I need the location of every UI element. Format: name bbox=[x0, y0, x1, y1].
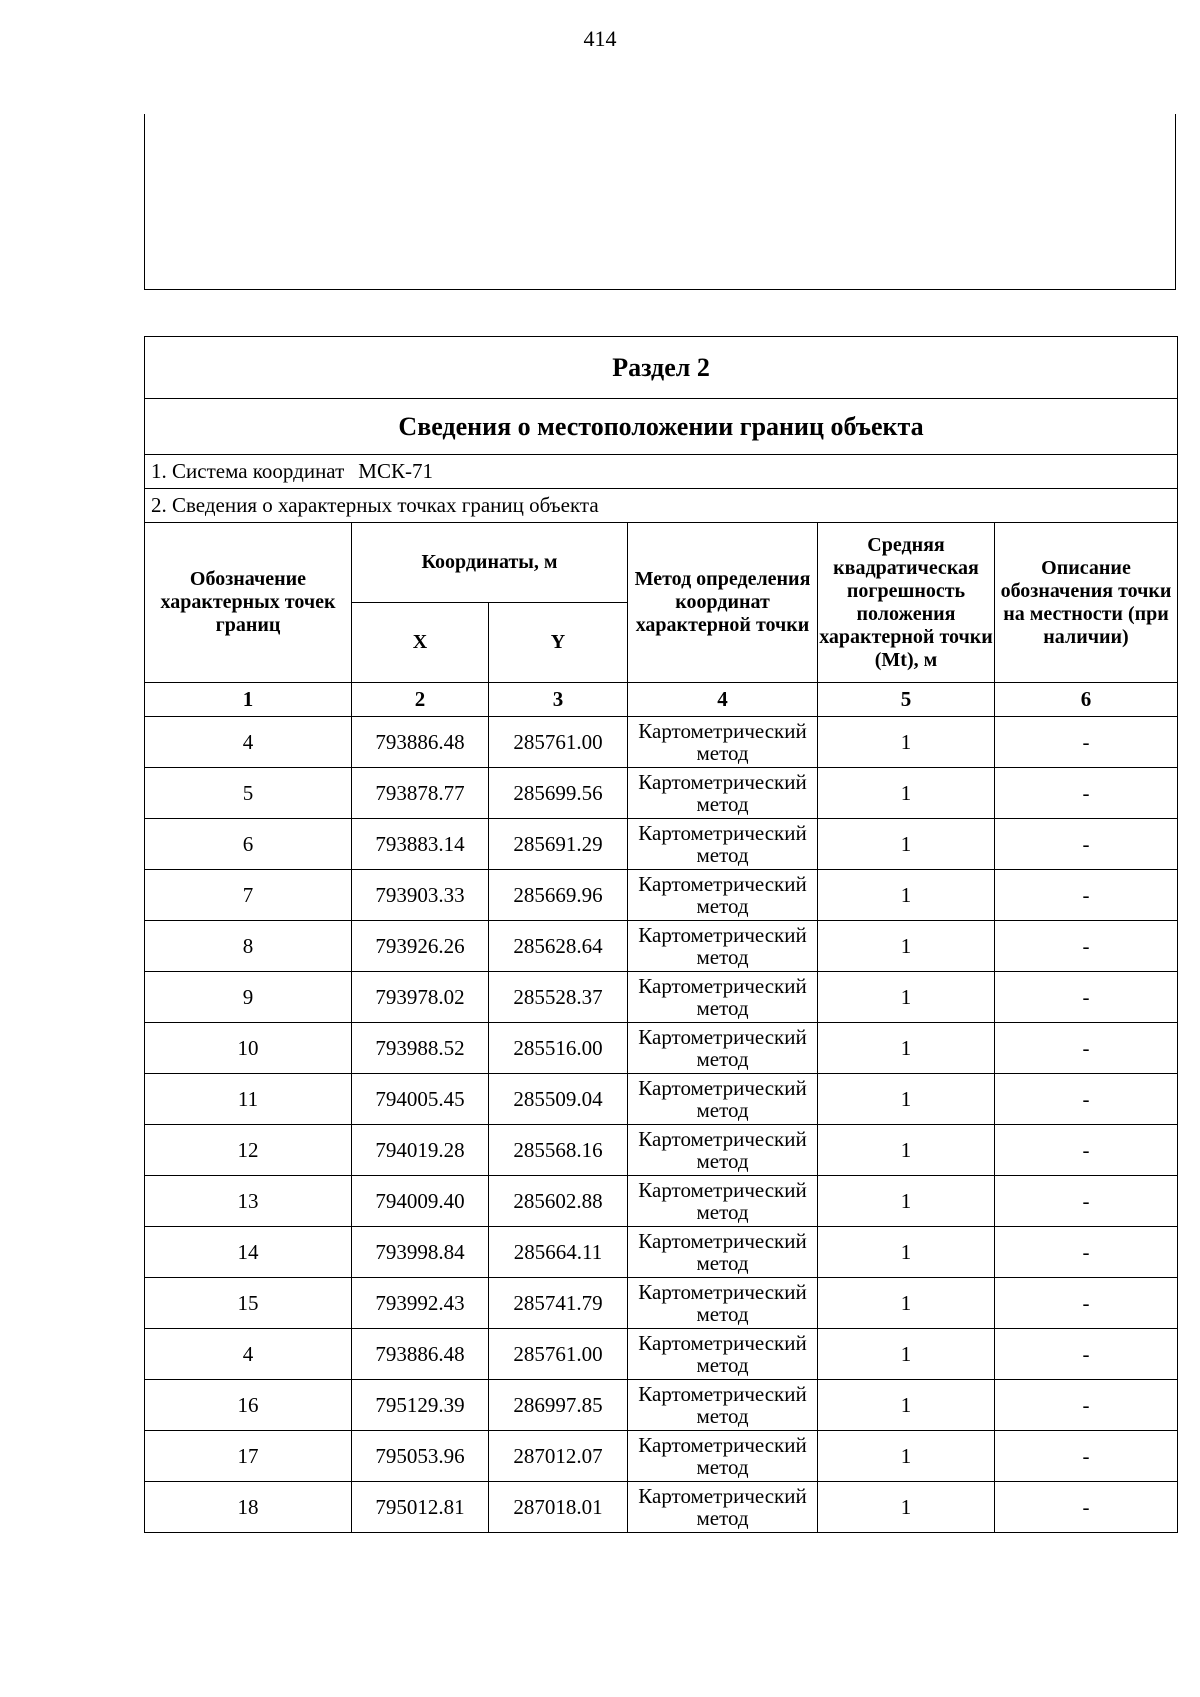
mt-cell: 1 bbox=[818, 1431, 995, 1482]
y-cell: 285669.96 bbox=[489, 870, 628, 921]
header-y: Y bbox=[489, 603, 628, 683]
table-row bbox=[145, 972, 1178, 1023]
mt-cell: 1 bbox=[818, 870, 995, 921]
column-numbers-row bbox=[145, 683, 1178, 717]
point-id-cell: 17 bbox=[145, 1431, 352, 1482]
column-number: 6 bbox=[995, 683, 1178, 717]
description-cell: - bbox=[995, 870, 1178, 921]
header-designation: Обозначение характерных точек границ bbox=[145, 523, 352, 683]
description-cell: - bbox=[995, 1329, 1178, 1380]
x-cell: 795012.81 bbox=[352, 1482, 489, 1533]
description-cell: - bbox=[995, 819, 1178, 870]
mt-cell: 1 bbox=[818, 1329, 995, 1380]
y-cell: 285761.00 bbox=[489, 1329, 628, 1380]
column-number: 3 bbox=[489, 683, 628, 717]
description-cell: - bbox=[995, 1023, 1178, 1074]
mt-cell: 1 bbox=[818, 1380, 995, 1431]
description-cell: - bbox=[995, 1278, 1178, 1329]
table-row bbox=[145, 1329, 1178, 1380]
table-row bbox=[145, 1125, 1178, 1176]
point-id-cell: 11 bbox=[145, 1074, 352, 1125]
description-cell: - bbox=[995, 1482, 1178, 1533]
x-cell: 795129.39 bbox=[352, 1380, 489, 1431]
x-cell: 795053.96 bbox=[352, 1431, 489, 1482]
y-cell: 287012.07 bbox=[489, 1431, 628, 1482]
x-cell: 793992.43 bbox=[352, 1278, 489, 1329]
method-cell: Картометрический метод bbox=[628, 1380, 818, 1431]
table-row bbox=[145, 1482, 1178, 1533]
method-cell: Картометрический метод bbox=[628, 972, 818, 1023]
y-cell: 285699.56 bbox=[489, 768, 628, 819]
description-cell: - bbox=[995, 1380, 1178, 1431]
point-id-cell: 7 bbox=[145, 870, 352, 921]
mt-cell: 1 bbox=[818, 921, 995, 972]
method-cell: Картометрический метод bbox=[628, 1176, 818, 1227]
x-cell: 793988.52 bbox=[352, 1023, 489, 1074]
table-row bbox=[145, 1278, 1178, 1329]
description-cell: - bbox=[995, 1125, 1178, 1176]
column-number: 5 bbox=[818, 683, 995, 717]
column-number: 4 bbox=[628, 683, 818, 717]
point-id-cell: 4 bbox=[145, 717, 352, 768]
x-cell: 793883.14 bbox=[352, 819, 489, 870]
table-row bbox=[145, 1431, 1178, 1482]
method-cell: Картометрический метод bbox=[628, 1227, 818, 1278]
x-cell: 793998.84 bbox=[352, 1227, 489, 1278]
y-cell: 285528.37 bbox=[489, 972, 628, 1023]
description-cell: - bbox=[995, 1176, 1178, 1227]
x-cell: 793903.33 bbox=[352, 870, 489, 921]
x-cell: 794005.45 bbox=[352, 1074, 489, 1125]
point-id-cell: 6 bbox=[145, 819, 352, 870]
method-cell: Картометрический метод bbox=[628, 870, 818, 921]
x-cell: 794019.28 bbox=[352, 1125, 489, 1176]
table-row bbox=[145, 1176, 1178, 1227]
method-cell: Картометрический метод bbox=[628, 819, 818, 870]
mt-cell: 1 bbox=[818, 1176, 995, 1227]
description-cell: - bbox=[995, 1431, 1178, 1482]
description-cell: - bbox=[995, 717, 1178, 768]
method-cell: Картометрический метод bbox=[628, 921, 818, 972]
table-row bbox=[145, 1380, 1178, 1431]
method-cell: Картометрический метод bbox=[628, 1023, 818, 1074]
y-cell: 285602.88 bbox=[489, 1176, 628, 1227]
mt-cell: 1 bbox=[818, 1023, 995, 1074]
method-cell: Картометрический метод bbox=[628, 1278, 818, 1329]
table-row bbox=[145, 1227, 1178, 1278]
y-cell: 285741.79 bbox=[489, 1278, 628, 1329]
y-cell: 285509.04 bbox=[489, 1074, 628, 1125]
mt-cell: 1 bbox=[818, 717, 995, 768]
mt-cell: 1 bbox=[818, 768, 995, 819]
y-cell: 286997.85 bbox=[489, 1380, 628, 1431]
mt-cell: 1 bbox=[818, 1227, 995, 1278]
point-id-cell: 10 bbox=[145, 1023, 352, 1074]
table-row bbox=[145, 1074, 1178, 1125]
point-id-cell: 16 bbox=[145, 1380, 352, 1431]
column-number: 1 bbox=[145, 683, 352, 717]
method-cell: Картометрический метод bbox=[628, 1431, 818, 1482]
y-cell: 285761.00 bbox=[489, 717, 628, 768]
description-cell: - bbox=[995, 972, 1178, 1023]
x-cell: 793978.02 bbox=[352, 972, 489, 1023]
y-cell: 285628.64 bbox=[489, 921, 628, 972]
header-coordinates: Координаты, м bbox=[352, 523, 628, 603]
x-cell: 793886.48 bbox=[352, 1329, 489, 1380]
header-error: Средняя квадратическая погрешность положения характерной точки (Mt), м bbox=[818, 523, 995, 683]
description-cell: - bbox=[995, 768, 1178, 819]
method-cell: Картометрический метод bbox=[628, 1125, 818, 1176]
method-cell: Картометрический метод bbox=[628, 1482, 818, 1533]
coord-system-label: 1. Система координат bbox=[151, 459, 345, 483]
point-id-cell: 4 bbox=[145, 1329, 352, 1380]
table-row bbox=[145, 819, 1178, 870]
mt-cell: 1 bbox=[818, 972, 995, 1023]
y-cell: 285516.00 bbox=[489, 1023, 628, 1074]
point-id-cell: 8 bbox=[145, 921, 352, 972]
y-cell: 285691.29 bbox=[489, 819, 628, 870]
section-subtitle: Сведения о местоположении границ объекта bbox=[145, 399, 1178, 455]
y-cell: 287018.01 bbox=[489, 1482, 628, 1533]
x-cell: 793886.48 bbox=[352, 717, 489, 768]
method-cell: Картометрический метод bbox=[628, 717, 818, 768]
mt-cell: 1 bbox=[818, 1125, 995, 1176]
mt-cell: 1 bbox=[818, 1482, 995, 1533]
table-row bbox=[145, 921, 1178, 972]
header-method: Метод определения координат характерной точки bbox=[628, 523, 818, 683]
mt-cell: 1 bbox=[818, 1074, 995, 1125]
table-row bbox=[145, 768, 1178, 819]
y-cell: 285664.11 bbox=[489, 1227, 628, 1278]
section-title: Раздел 2 bbox=[145, 337, 1178, 399]
mt-cell: 1 bbox=[818, 819, 995, 870]
x-cell: 793878.77 bbox=[352, 768, 489, 819]
boundary-points-table bbox=[144, 336, 1178, 1533]
coord-system-row bbox=[145, 455, 1178, 489]
previous-section-box bbox=[144, 114, 1176, 290]
point-id-cell: 5 bbox=[145, 768, 352, 819]
point-id-cell: 15 bbox=[145, 1278, 352, 1329]
table-row bbox=[145, 717, 1178, 768]
method-cell: Картометрический метод bbox=[628, 1329, 818, 1380]
x-cell: 793926.26 bbox=[352, 921, 489, 972]
method-cell: Картометрический метод bbox=[628, 768, 818, 819]
table-row bbox=[145, 1023, 1178, 1074]
point-id-cell: 12 bbox=[145, 1125, 352, 1176]
page-number: 414 bbox=[583, 26, 617, 51]
x-cell: 794009.40 bbox=[352, 1176, 489, 1227]
table-row bbox=[145, 870, 1178, 921]
method-cell: Картометрический метод bbox=[628, 1074, 818, 1125]
header-description: Описание обозначения точки на местности (при наличии) bbox=[995, 523, 1178, 683]
point-id-cell: 14 bbox=[145, 1227, 352, 1278]
coord-system-value: МСК-71 bbox=[358, 459, 433, 483]
point-id-cell: 18 bbox=[145, 1482, 352, 1533]
description-cell: - bbox=[995, 921, 1178, 972]
description-cell: - bbox=[995, 1227, 1178, 1278]
header-x: X bbox=[352, 603, 489, 683]
column-number: 2 bbox=[352, 683, 489, 717]
y-cell: 285568.16 bbox=[489, 1125, 628, 1176]
point-id-cell: 9 bbox=[145, 972, 352, 1023]
points-heading: 2. Сведения о характерных точках границ объекта bbox=[145, 489, 1178, 523]
description-cell: - bbox=[995, 1074, 1178, 1125]
mt-cell: 1 bbox=[818, 1278, 995, 1329]
point-id-cell: 13 bbox=[145, 1176, 352, 1227]
